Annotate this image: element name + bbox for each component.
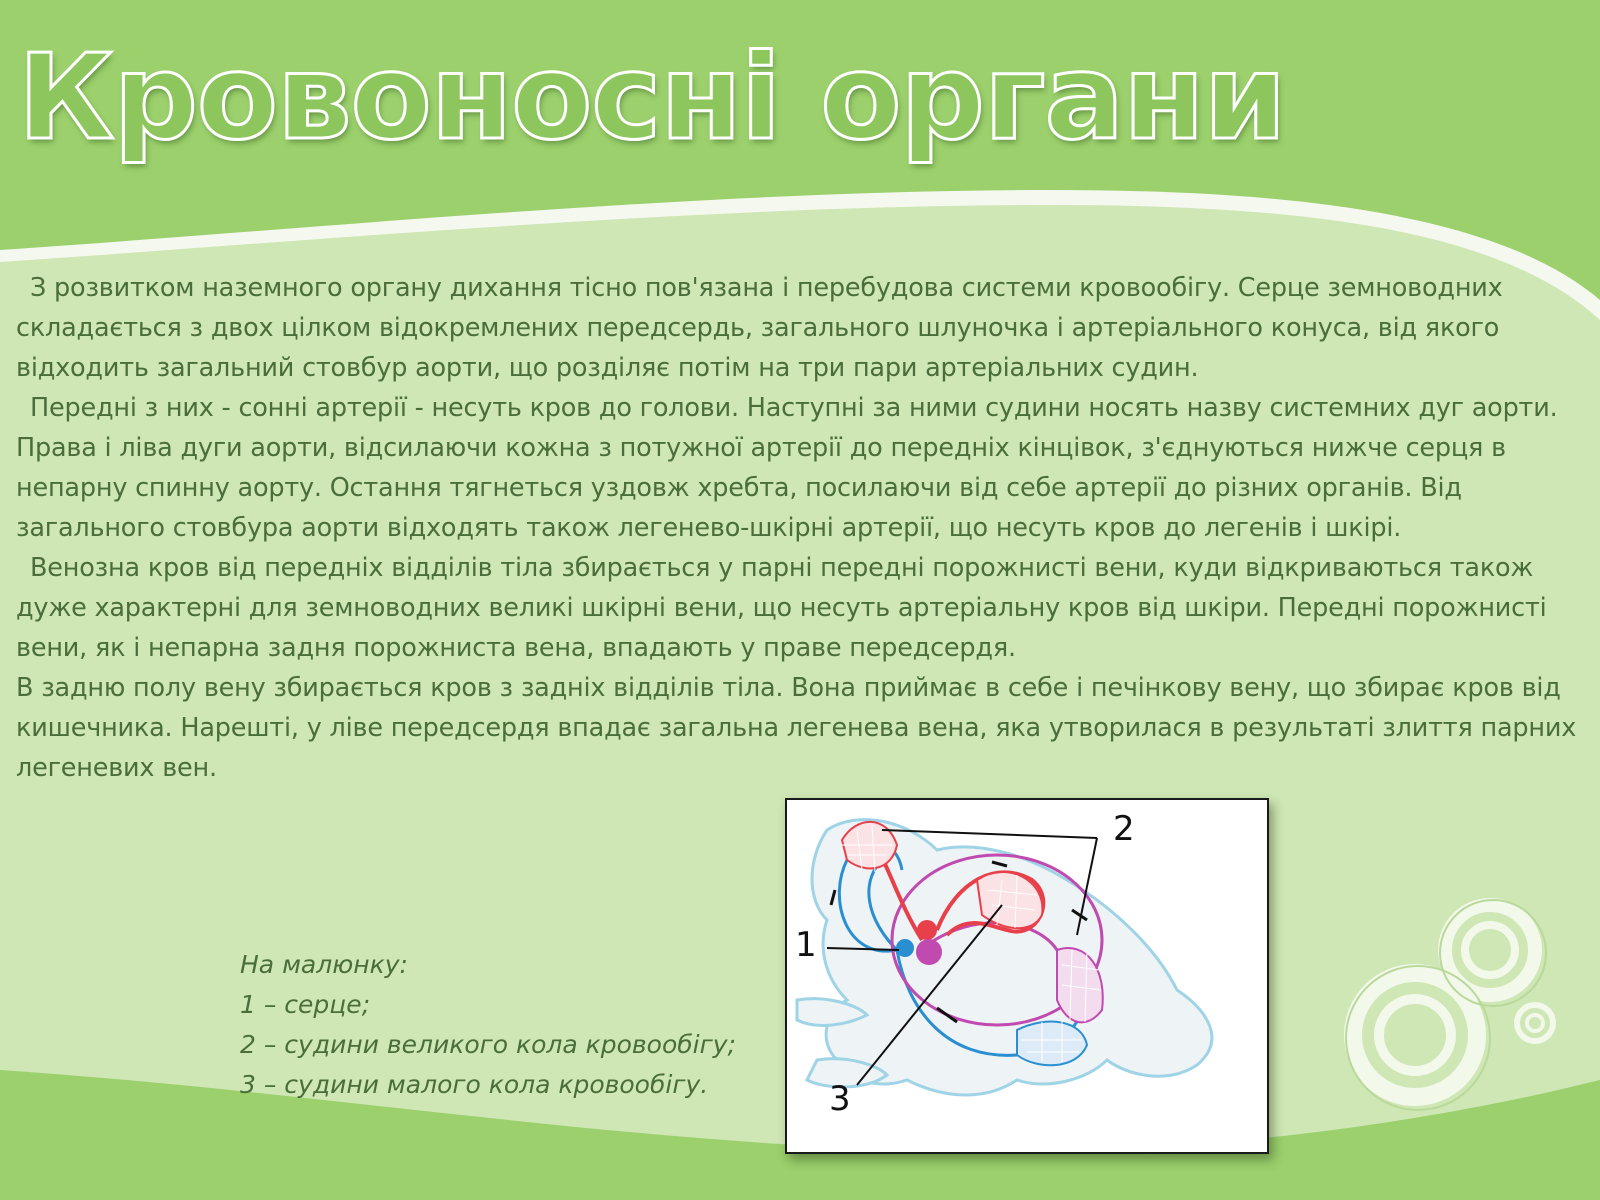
label-pulmonary: 3 <box>829 1079 851 1119</box>
caption-heading: На малюнку: <box>240 950 408 979</box>
decorative-rings <box>1340 895 1600 1195</box>
paragraph-2: Передні з них - сонні артерії - несуть кров до голови. Наступні за ними судини носять назву системних дуг аорти. Права і ліва дуги аорти, відсилаючи кожна з потужної артерії до передніх кінцівок, з'єднуються нижче серця в непарну спинну аорту. Остання тягнеться уздовж хребта, посилаючи від себе артерії до різних органів. Від загального стовбура аорти відходять також легенево-шкірні артерії, що несуть кров до легенів і шкірі. <box>16 393 1558 543</box>
ring-group-large <box>1353 973 1477 1097</box>
figure-caption <box>240 945 736 1105</box>
frog-circulation-illustration <box>787 800 1267 1152</box>
label-systemic: 2 <box>1113 809 1135 849</box>
paragraph-4: В задню полу вену збирається кров з задніх відділів тіла. Вона приймає в себе і печінкову вену, що збирає кров від кишечника. Нарешті, у ліве передсердя впадає загальна легенева вена, яка утворилася в результаті злиття парних легеневих вен. <box>16 673 1577 783</box>
caption-item-1: 1 – серце; <box>240 990 371 1019</box>
paragraph-3: Венозна кров від передніх відділів тіла збирається у парні передні порожнисті вени, куди відкриваються також дуже характерні для земноводних великі шкірні вени, що несуть артеріальну кров від шкіри. Передні порожнисті вени, як і непарна задня порожниста вена, впадають у праве передсердя. <box>16 553 1547 663</box>
circulation-diagram <box>785 798 1269 1154</box>
paragraph-1: З розвитком наземного органу дихання тісно пов'язана і перебудова системи кровообігу. Серце земноводних складається з двох цілком відокремлених передсердь, загального шлуночка і артеріального конуса, від якого відходить загальний стовбур аорти, що розділяє потім на три пари артеріальних судин. <box>16 273 1503 383</box>
body-text <box>16 268 1586 788</box>
caption-item-2: 2 – судини великого кола кровообігу; <box>240 1030 736 1059</box>
ring-group-top <box>1445 905 1535 995</box>
caption-item-3: 3 – судини малого кола кровообігу. <box>240 1070 709 1099</box>
ring-group-small <box>1517 1005 1553 1041</box>
label-heart: 1 <box>795 925 817 965</box>
slide-title: Кровоносні органи <box>18 28 1286 166</box>
